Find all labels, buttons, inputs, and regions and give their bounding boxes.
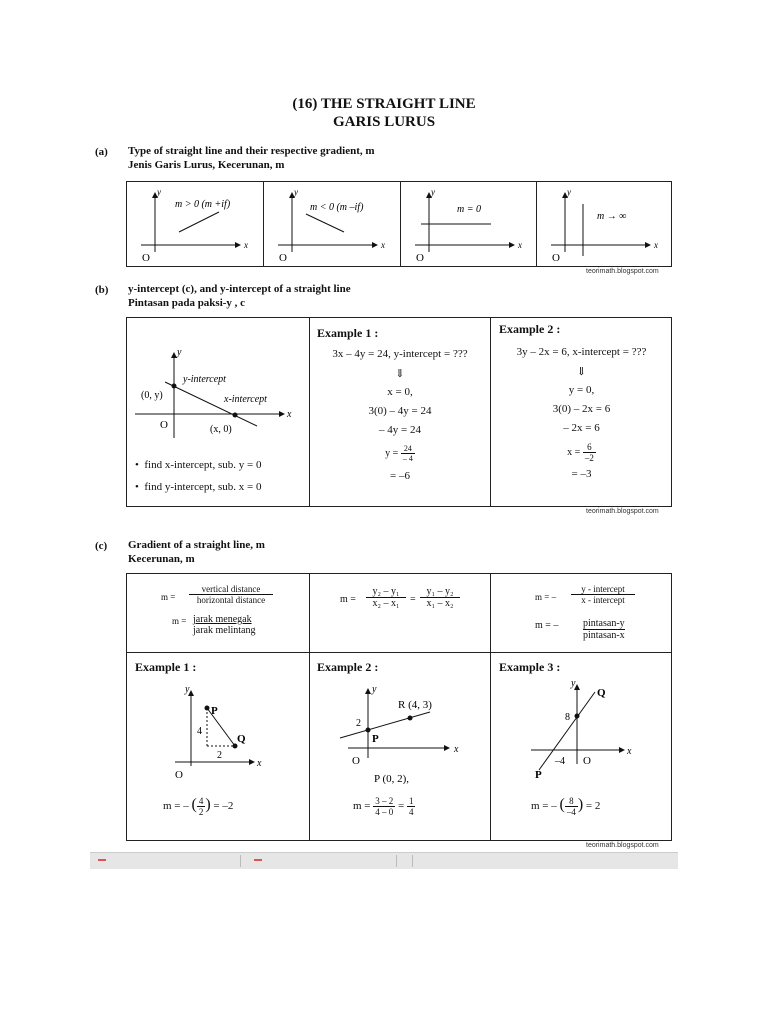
point-y-label: (0, y) — [141, 390, 163, 401]
ex2-line: 3(0) – 2x = 6 — [552, 403, 611, 415]
section-a-heading — [128, 144, 375, 172]
gradient-example3-answer: m = – ( $\frac{8}{-4}$ ) = 2 — [531, 796, 601, 817]
ex1-fraction — [310, 444, 490, 470]
gradient-example3-graph — [491, 674, 672, 784]
c-ex1-q: Q — [237, 733, 246, 745]
gradient-example1-answer: m = – ( $\frac{4}{2}$ ) = –2 — [163, 796, 234, 817]
c-ex1-den: 2 — [198, 807, 204, 817]
section-c-letter: (c) — [95, 540, 108, 552]
graph2-label: m < 0 (m –if) — [310, 202, 364, 213]
ex1-frac-prefix: y = — [385, 447, 399, 459]
graph3-x-label: x — [518, 240, 522, 250]
c-ex3-num: 8 — [565, 796, 578, 807]
intercept-origin: O — [160, 419, 168, 431]
graph3-y-label: y — [431, 187, 435, 197]
ex2-line: y = 0, — [568, 384, 595, 396]
formula3-m2: m = – — [535, 620, 559, 631]
c-ex3-prefix: m = – — [531, 800, 557, 813]
gradient-example1-title: Example 1 : — [135, 660, 197, 674]
c-ex1-x: x — [257, 758, 262, 769]
bullet-y-intercept-text: find y-intercept, sub. x = 0 — [144, 481, 262, 493]
ex2-line: – 2x = 6 — [563, 422, 600, 434]
section-c-heading — [128, 538, 265, 566]
c-ex2-two: 2 — [356, 718, 361, 729]
c-ex1-prefix: m = – — [163, 800, 189, 813]
bullet-x-intercept-text: find x-intercept, sub. y = 0 — [144, 459, 262, 471]
graph1-label: m > 0 (m +if) — [175, 199, 231, 210]
graph-negative-gradient — [264, 182, 400, 268]
c-ex2-num2: 1 — [408, 796, 414, 806]
formula1-den: horizontal distance — [196, 595, 266, 605]
ex1-frac-den: – 4 — [402, 454, 413, 463]
c-ex3-p: P — [535, 769, 542, 781]
c-ex3-result: = 2 — [585, 800, 601, 813]
graph2-origin: O — [279, 252, 287, 264]
bullet-y-intercept: • find y-intercept, sub. x = 0 — [135, 481, 262, 493]
ex2-result: = –3 — [571, 468, 592, 480]
toolbar-divider — [402, 855, 413, 867]
ex2-frac-den: –2 — [584, 453, 594, 463]
graph3-label: m = 0 — [457, 204, 481, 215]
c-ex2-den: 4 – 0 — [375, 807, 394, 817]
ex2-line: 3y – 2x = 6, x-intercept = ??? — [516, 346, 647, 358]
section-a-heading-en: Type of straight line and their respective gradient, m — [128, 145, 375, 157]
formula1-den-ms: jarak melintang — [193, 625, 256, 636]
formula3-num-ms: pintasan-y — [583, 618, 625, 629]
c-ex3-y: y — [571, 678, 576, 689]
graph2-y-label: y — [294, 187, 298, 197]
ex1-line: x = 0, — [387, 386, 413, 398]
formula3-den: x - intercept — [581, 595, 625, 605]
c-ex1-num: 4 — [198, 796, 204, 806]
formula1-num-ms: jarak menegak — [193, 614, 252, 625]
toolbar-tab-2[interactable] — [246, 855, 397, 867]
graph-zero-gradient — [401, 182, 536, 268]
c-ex2-point: P (0, 2), — [374, 773, 410, 784]
x-intercept-label: x-intercept — [224, 394, 267, 405]
graph-positive-gradient — [127, 182, 263, 268]
intercept-example2-title: Example 2 : — [499, 322, 561, 336]
ex1-line: – 4y = 24 — [379, 424, 421, 436]
c-ex2-prefix: m = — [353, 800, 371, 813]
c-ex2-eq: = — [398, 800, 405, 813]
c-ex3-q: Q — [597, 687, 606, 699]
gradient-example2-graph — [310, 674, 490, 784]
formula2-num1: y₂ – y₁ — [366, 586, 406, 598]
c-ex3-den: –4 — [566, 807, 576, 817]
bottom-toolbar — [90, 852, 678, 869]
formula3-num: y - intercept — [571, 584, 635, 595]
formula2-den1: x₂ – x₁ — [372, 598, 400, 609]
c-ex3-x: x — [627, 746, 632, 757]
intercept-diagram — [127, 318, 309, 468]
intercept-table — [126, 317, 672, 507]
graph4-label: m → ∞ — [597, 211, 627, 222]
formula2-num2: y₁ – y₂ — [420, 586, 460, 598]
graph2-x-label: x — [381, 240, 385, 250]
section-b-heading-ms: Pintasan pada paksi-y , c — [128, 297, 246, 309]
formula1-num: vertical distance — [189, 584, 273, 595]
c-ex1-run: 2 — [217, 750, 222, 761]
ex1-frac-num: 24 — [401, 444, 415, 454]
ex2-frac-num: 6 — [583, 442, 596, 453]
c-ex3-minus4: –4 — [555, 756, 565, 767]
point-x-label: (x, 0) — [210, 424, 232, 435]
c-ex1-p: P — [211, 705, 218, 717]
toolbar-tab-1[interactable] — [90, 855, 241, 867]
graph4-y-label: y — [567, 187, 571, 197]
graph1-y-label: y — [157, 187, 161, 197]
formula2-eq: = — [410, 594, 416, 605]
section-b-letter: (b) — [95, 284, 109, 296]
c-ex2-num: 3 – 2 — [375, 796, 394, 806]
c-ex2-x: x — [454, 744, 459, 755]
c-ex1-y: y — [185, 684, 190, 695]
ex1-line: ⇓ — [395, 368, 405, 380]
graph1-origin: O — [142, 252, 150, 264]
intercept-x-axis: x — [287, 409, 292, 420]
graph1-x-label: x — [244, 240, 248, 250]
graph-infinite-gradient — [537, 182, 672, 268]
c-ex2-p: P — [372, 733, 379, 745]
c-ex1-result: = –2 — [213, 800, 234, 813]
gradient-example2-title: Example 2 : — [317, 660, 379, 674]
section-b-heading-en: y-intercept (c), and y-intercept of a straight line — [128, 283, 351, 295]
ex1-result: = –6 — [390, 470, 410, 482]
c-ex2-y: y — [372, 684, 377, 695]
ex2-line: ⇓ — [576, 366, 587, 378]
section-b-heading — [128, 282, 351, 310]
formula1-m2: m = — [172, 616, 187, 626]
c-ex1-origin: O — [175, 769, 183, 781]
c-ex2-r: R (4, 3) — [398, 699, 432, 711]
section-c-heading-en: Gradient of a straight line, m — [128, 539, 265, 551]
gradient-example2-answer — [353, 796, 415, 817]
c-ex3-origin: O — [583, 755, 591, 767]
ex2-frac-prefix: x = — [567, 446, 581, 458]
formula2-m: m = — [340, 594, 356, 605]
ex2-fraction — [491, 442, 672, 468]
formula1-m: m = — [161, 592, 176, 602]
ex1-line: 3x – 4y = 24, y-intercept = ??? — [332, 348, 468, 360]
gradient-example1-graph — [127, 674, 309, 784]
page-title: (16) THE STRAIGHT LINE — [292, 96, 476, 112]
graph4-x-label: x — [654, 240, 658, 250]
section-a-letter: (a) — [95, 146, 108, 158]
credit-c: teorimath.blogspot.com — [586, 842, 659, 849]
graph3-origin: O — [416, 252, 424, 264]
page-subtitle: GARIS LURUS — [332, 114, 436, 130]
section-c-heading-ms: Kecerunan, m — [128, 553, 195, 565]
gradient-types-table — [126, 181, 672, 267]
formula3-m: m = – — [535, 592, 557, 602]
intercept-example1-title: Example 1 : — [317, 326, 379, 340]
y-intercept-label: y-intercept — [183, 374, 226, 385]
c-ex2-origin: O — [352, 755, 360, 767]
formula2-den2: x₁ – x₂ — [426, 598, 454, 609]
intercept-y-axis: y — [177, 347, 182, 358]
intercept-example2-work — [491, 346, 672, 480]
gradient-example3-title: Example 3 : — [499, 660, 561, 674]
c-ex1-rise: 4 — [197, 726, 202, 737]
section-a-heading-ms: Jenis Garis Lurus, Kecerunan, m — [128, 159, 285, 171]
graph4-origin: O — [552, 252, 560, 264]
c-ex2-den2: 4 — [408, 807, 414, 817]
c-ex3-eight: 8 — [565, 712, 570, 723]
formula3-den-ms: pintasan-x — [583, 630, 625, 641]
bullet-x-intercept: • find x-intercept, sub. y = 0 — [135, 459, 262, 471]
intercept-example1-work — [310, 348, 490, 482]
credit-a: teorimath.blogspot.com — [586, 268, 659, 275]
credit-b: teorimath.blogspot.com — [586, 508, 659, 515]
gradient-table — [126, 573, 672, 841]
ex1-line: 3(0) – 4y = 24 — [368, 405, 432, 417]
